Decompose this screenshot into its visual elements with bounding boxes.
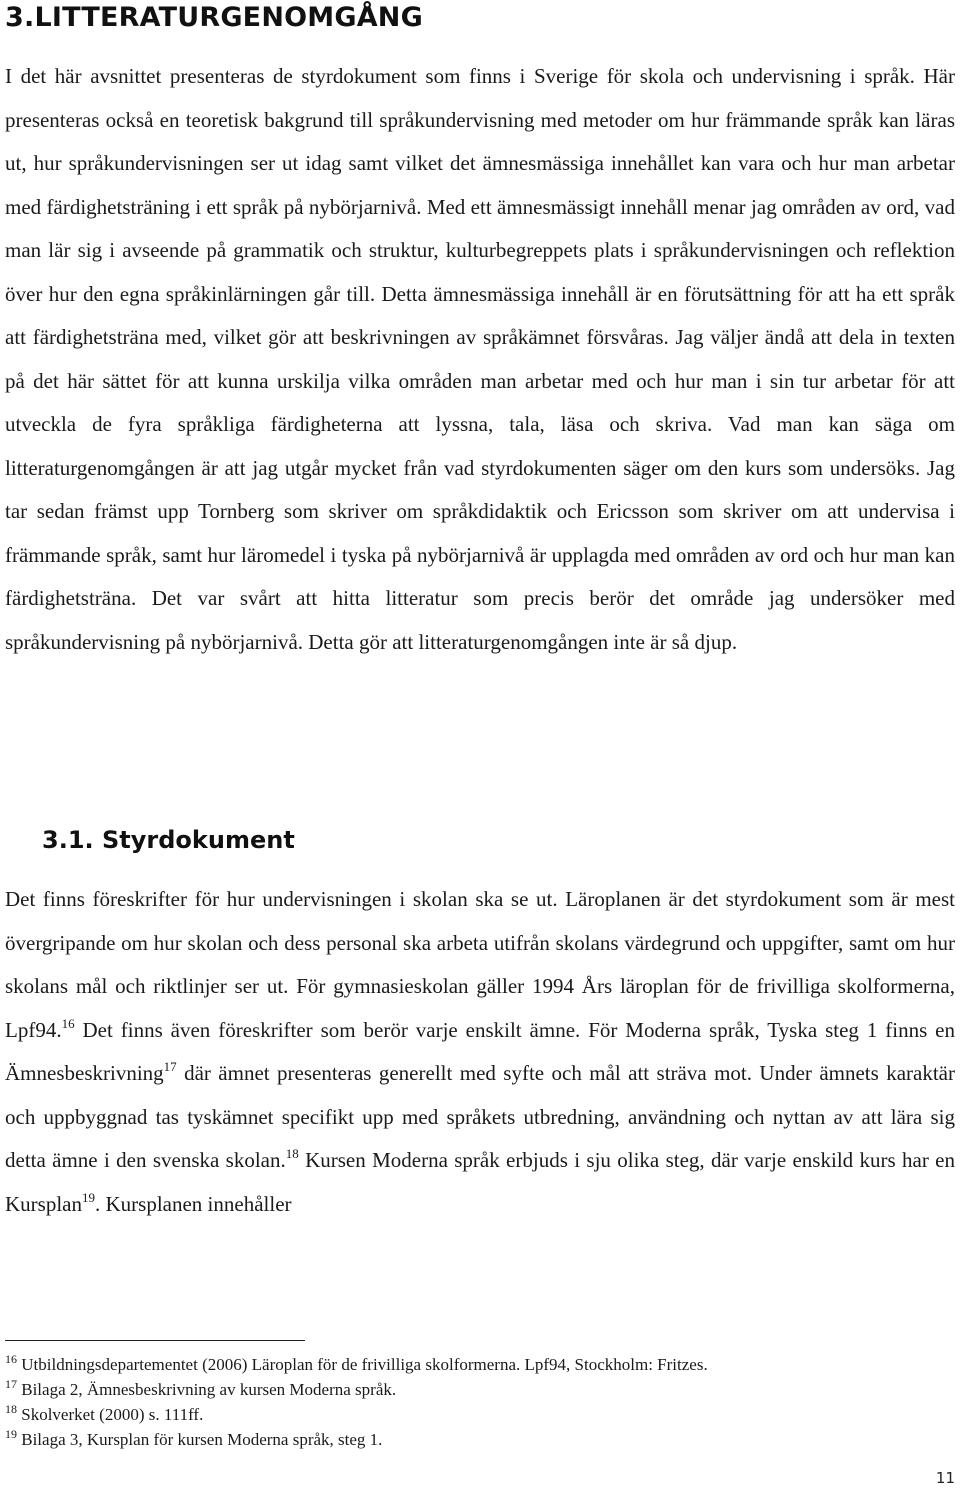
footnote-18 [5,1402,955,1427]
footnote-ref-16[interactable]: 16 [61,1015,75,1031]
footnote-number: 18 [5,1402,17,1416]
footnote-ref-18[interactable]: 18 [285,1146,299,1161]
chapter-title: 3.LITTERATURGENOMGÅNG [5,2,423,33]
section-title: 3.1. Styrdokument [42,826,295,854]
footnote-divider [5,1340,305,1341]
intro-paragraph: I det här avsnittet presenteras de styrdokument som finns i Sverige för skola och undervisning i språk. Här presenteras också en teoretisk bakgrund till språkundervisning med metoder om hur främmande språk kan läras ut, hur språkundervisningen ser ut idag samt vilket det ämnesmässiga innehållet kan vara och hur man arbetar med färdighetsträning i ett språk på nybörjarnivå. Med ett ämnesmässigt innehåll menar jag områden av ord, vad man lär sig i avseende på grammatik och struktur, kulturbegreppets plats i språkundervisningen och reflektion över hur den egna språkinlärningen går till. Detta ämnesmässiga innehåll är en förutsättning för att ha ett språk att färdighetsträna med, vilket gör att beskrivningen av språkämnet försvåras. Jag väljer ändå att dela in texten på det här sättet för att kunna urskilja vilka områden man arbetar med och hur man i sin tur arbetar för att utveckla de fyra språkliga färdigheterna att lyssna, tala, läsa och skriva. Vad man kan säga om litteraturgenomgången är att jag utgår mycket från vad styrdokumenten säger om den kurs som undersöks. Jag tar sedan främst upp Tornberg som skriver om språkdidaktik och Ericsson som skriver om att undervisa i främmande språk, samt hur läromedel i tyska på nybörjarnivå är upplagda med områden av ord och hur man kan färdighetsträna. Det var svårt att hitta litteratur som precis berör det område jag undersöker med språkundervisning på nybörjarnivå. Detta gör att litteraturgenomgången inte är så djup. [5,64,955,654]
footnote-text: Bilaga 3, Kursplan för kursen Moderna språk, steg 1. [21,1430,383,1449]
footnote-number: 16 [5,1352,17,1366]
styrdokument-paragraph [5,878,955,1226]
footnote-19 [5,1427,955,1452]
footnote-text: Utbildningsdepartementet (2006) Läroplan för de frivilliga skolformerna. Lpf94, Stockholm: Fritzes. [21,1355,708,1374]
paragraph-text: . Kursplanen innehåller [95,1191,292,1216]
paragraph-text: Kursen Moderna språk erbjuds i sju olika steg, där varje enskild kurs har en Kursplan [5,1148,955,1216]
footnote-number: 17 [5,1377,17,1391]
footnote-ref-19[interactable]: 19 [82,1189,95,1205]
paragraph-text: Det finns föreskrifter för hur undervisningen i skolan ska se ut. Läroplanen är det styrdokument som är mest övergripande om hur skolan och dess personal ska arbeta utifrån skolans värdegrund och uppgifter, samt om hur skolans mål och riktlinjer ser ut. För gymnasieskolan gäller 1994 Års läroplan för de frivilliga skolformerna, Lpf94. [5,887,955,1042]
page-number: 11 [935,1469,955,1487]
footnote-ref-17[interactable]: 17 [163,1059,177,1074]
footnote-number: 19 [5,1427,17,1441]
paragraph-text: där ämnet presenteras generellt med syfte och mål att sträva mot. Under ämnets karaktär och uppbyggnad tas tyskämnet specifikt upp med språkets utbredning, användning och nyttan av att lära sig detta ämne i den svenska skolan. [5,1061,955,1172]
footnote-17 [5,1377,955,1402]
footnote-text: Bilaga 2, Ämnesbeskrivning av kursen Moderna språk. [21,1380,397,1399]
footnotes [5,1352,955,1452]
paragraph-text: Det finns även föreskrifter som berör varje enskilt ämne. För Moderna språk, Tyska steg 1 finns en Ämnesbeskrivning [5,1017,955,1085]
footnote-16 [5,1352,955,1377]
footnote-text: Skolverket (2000) s. 111ff. [21,1405,204,1424]
